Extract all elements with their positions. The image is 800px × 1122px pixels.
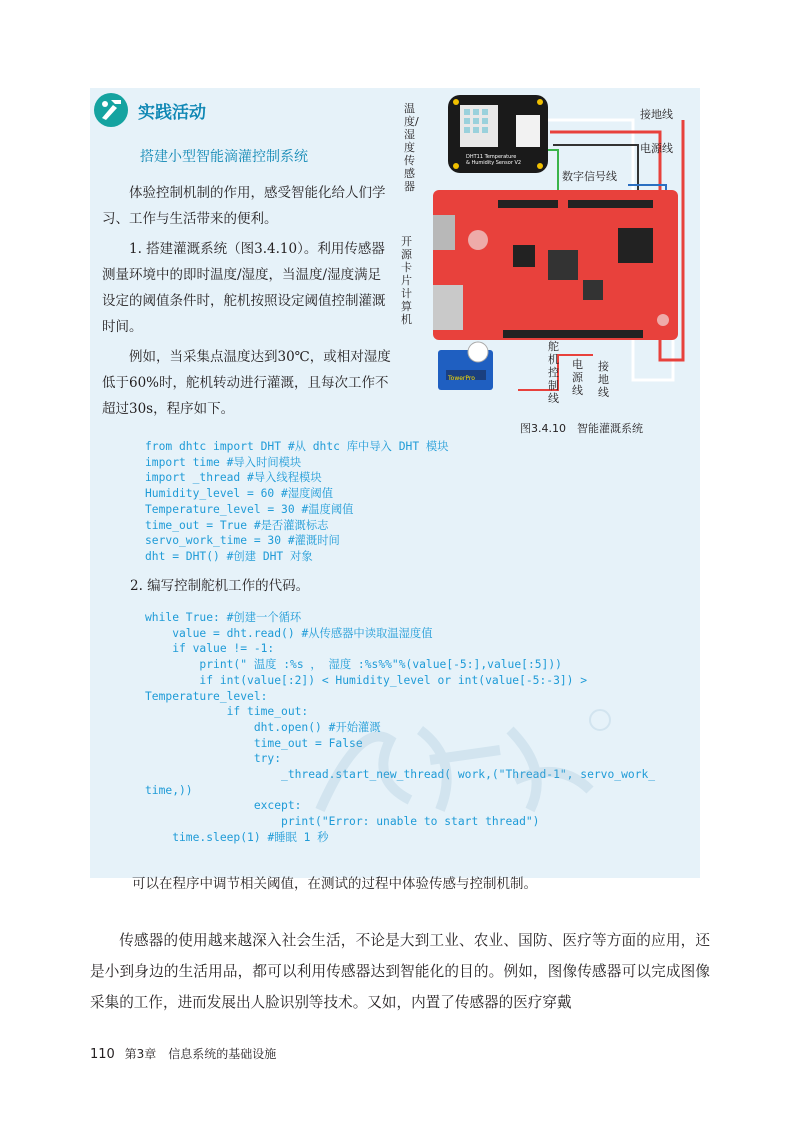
sensor-label: 温度/湿度传感器 — [404, 102, 419, 193]
svg-text:DHT11 Temperature: DHT11 Temperature — [466, 154, 517, 160]
code-line — [145, 610, 655, 626]
code-text: from dhtc import DHT — [145, 440, 288, 453]
code-text: dht = DHT() — [145, 549, 227, 563]
section-title: 实践活动 — [138, 103, 206, 123]
code-text: if time_out: — [145, 705, 309, 719]
svg-text:& Humidity Sensor V2: & Humidity Sensor V2 — [466, 160, 522, 166]
power-wire-label: 电源线 — [640, 142, 673, 155]
code-comment: #创建 DHT 对象 — [226, 549, 313, 563]
code-text: while True: — [145, 611, 227, 624]
code-block-imports — [145, 439, 449, 565]
chapter-title: 第3章 信息系统的基础设施 — [124, 1047, 277, 1061]
activity-title: 搭建小型智能滴灌控制系统 — [140, 149, 308, 165]
code-line — [145, 533, 449, 549]
code-text: servo_work_time = 30 — [145, 534, 288, 548]
code-text: except: — [145, 799, 302, 813]
step1-paragraph: 1. 搭建灌溉系统（图3.4.10）。利用传感器测量环境中的即时温度/湿度，当温度/湿度满足设定的阈值条件时，舵机按照设定阈值控制灌溉时间。 — [102, 241, 386, 335]
code-text: if value != -1: — [145, 642, 275, 656]
code-comment: #开始灌溉 — [328, 720, 381, 734]
code-line — [145, 486, 449, 502]
example-paragraph: 例如，当采集点温度达到30℃，或相对湿度低于60%时，舵机转动进行灌溉，且每次工作不超过30s，程序如下。 — [102, 349, 391, 417]
digital-signal-wire-label: 数字信号线 — [562, 170, 617, 183]
page-footer — [90, 1045, 276, 1062]
svg-text:TowerPro: TowerPro — [448, 375, 475, 382]
code-line — [145, 455, 449, 471]
code-text: try: — [145, 752, 282, 766]
publisher-watermark — [300, 700, 620, 830]
code-line — [145, 470, 449, 486]
code-line — [145, 830, 655, 846]
code-text: Temperature_level: — [145, 689, 268, 703]
code-comment: #导入线程模块 — [247, 471, 322, 485]
code-comment: #睡眠 1 秒 — [267, 830, 329, 844]
code-comment: #从 dhtc 库中导入 DHT 模块 — [287, 440, 449, 453]
code-text: _thread.start_new_thread( work,("Thread-1", servo_work_ — [145, 768, 656, 782]
code-text: import time — [145, 455, 227, 469]
code-text: print("Error: unable to start thread") — [145, 815, 540, 829]
code-text: print(" 温度 :%s ， 湿度 :%s%%"%(value[-5:],value[:5])) — [145, 658, 562, 672]
code-text: dht.open() — [145, 720, 329, 734]
code-comment: #灌溉时间 — [287, 534, 340, 548]
figure-caption: 图3.4.10 智能灌溉系统 — [520, 422, 643, 435]
code-text: time_out = False — [145, 736, 363, 750]
code-text: Humidity_level = 60 — [145, 487, 282, 501]
ground-wire-label: 接地线 — [640, 108, 673, 121]
power-wire-vertical-label: 电源线 — [572, 358, 583, 397]
code-text: time.sleep(1) — [145, 830, 268, 844]
code-comment: #湿度阈值 — [281, 487, 334, 501]
code-line — [145, 518, 449, 534]
code-line — [145, 626, 655, 642]
ground-wire-vertical-label: 接地线 — [598, 360, 609, 399]
code-text: import _thread — [145, 471, 248, 485]
servo-control-wire-label: 舵机控制线 — [548, 340, 559, 405]
code-comment: #导入时间模块 — [226, 455, 302, 469]
code-line — [145, 673, 655, 689]
irrigation-system-figure — [398, 90, 688, 410]
code-line — [145, 657, 655, 673]
code-line — [145, 439, 449, 455]
code-line — [145, 641, 655, 657]
code-text: time_out = True — [145, 518, 254, 532]
code-comment: #创建一个循环 — [226, 611, 302, 624]
code-text: Temperature_level = 30 — [145, 502, 302, 516]
code-text: time,)) — [145, 783, 193, 797]
intro-paragraph: 体验控制机制的作用，感受智能化给人们学习、工作与生活带来的便利。 — [102, 185, 386, 227]
page-number: 110 — [90, 1047, 115, 1062]
code-comment: #从传感器中读取温湿度值 — [301, 626, 433, 640]
body-paragraph: 传感器的使用越来越深入社会生活，不论是大到工业、农业、国防、医疗等方面的应用，还是小到身边的生活用品，都可以利用传感器达到智能化的目的。例如，图像传感器可以完成图像采集的工作，进而发展出人脸识别等技术。又如，内置了传感器的医疗穿戴 — [90, 932, 710, 1011]
activity-note: 可以在程序中调节相关阈值，在测试的过程中体验传感与控制机制。 — [132, 876, 537, 892]
board-label: 开源卡片计算机 — [401, 235, 412, 326]
code-comment: #温度阈值 — [301, 502, 354, 516]
code-text: if int(value[:2]) < Humidity_level or int(value[-5:-3]) > — [145, 673, 588, 687]
code-text: value = dht.read() — [145, 626, 302, 640]
code-comment: #是否灌溉标志 — [253, 518, 329, 532]
practice-activity-icon — [93, 92, 129, 128]
step2-heading: 2. 编写控制舵机工作的代码。 — [130, 578, 310, 594]
code-line — [145, 549, 449, 565]
code-line — [145, 502, 449, 518]
